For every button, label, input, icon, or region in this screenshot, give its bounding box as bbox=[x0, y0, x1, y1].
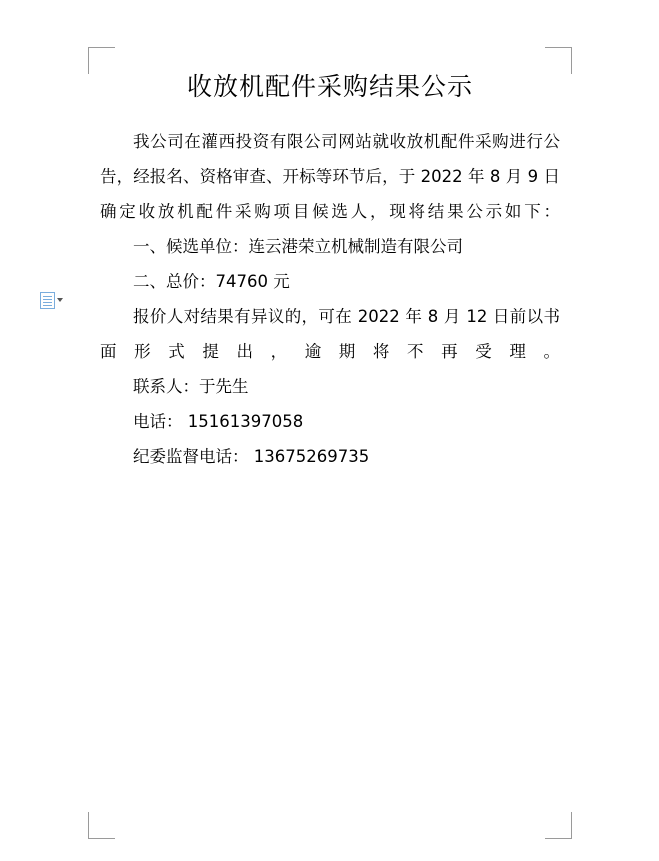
document-anchor-icon bbox=[40, 292, 55, 309]
paragraph-total-price: 二、总价：74760 元 bbox=[133, 272, 290, 291]
contact-phone: 电话： 15161397058 bbox=[133, 412, 304, 431]
crop-mark-bottom-right bbox=[545, 812, 572, 839]
paragraph-candidate-unit: 一、候选单位：连云港荣立机械制造有限公司 bbox=[133, 237, 463, 256]
object-anchor[interactable] bbox=[40, 291, 70, 309]
contact-person: 联系人：于先生 bbox=[133, 377, 249, 396]
paragraph-intro: 我公司在灌西投资有限公司网站就收放机配件采购进行公告，经报名、资格审查、开标等环节后，于 2022 年 8 月 9 日确定收放机配件采购项目候选人，现将结果公示如下： bbox=[100, 132, 560, 221]
discipline-supervision-phone: 纪委监督电话： 13675269735 bbox=[133, 447, 370, 466]
document-content bbox=[100, 66, 560, 474]
chevron-down-icon[interactable] bbox=[57, 298, 63, 302]
page-title: 收放机配件采购结果公示 bbox=[186, 72, 473, 101]
paragraph-objection-notice: 报价人对结果有异议的，可在 2022 年 8 月 12 日前以书面形式提出，逾期将不再受理。 bbox=[100, 307, 560, 361]
contact-block bbox=[100, 369, 560, 474]
crop-mark-bottom-left bbox=[88, 812, 115, 839]
